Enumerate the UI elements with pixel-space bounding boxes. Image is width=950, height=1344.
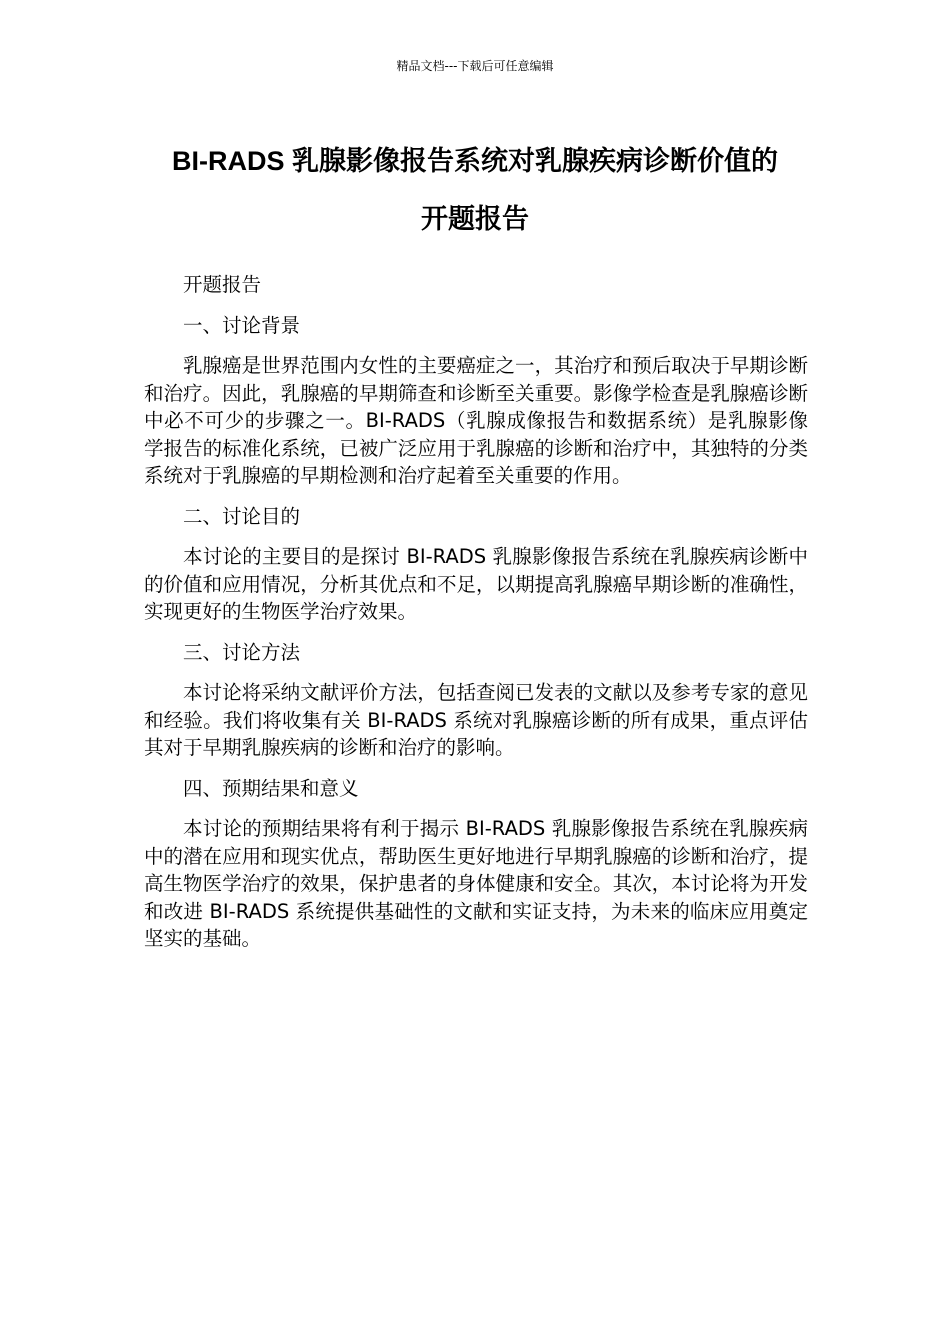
section-heading-purpose: 二、讨论目的 xyxy=(183,504,301,528)
document-title xyxy=(100,132,850,248)
section-body-purpose: 本讨论的主要目的是探讨 BI-RADS 乳腺影像报告系统在乳腺疾病诊断中的价值和应用情况，分析其优点和不足，以期提高乳腺癌早期诊断的准确性，实现更好的生物医学治疗效果。 xyxy=(144,545,808,623)
document-title-line-1: BI-RADS 乳腺影像报告系统对乳腺疾病诊断价值的 xyxy=(172,146,778,176)
section-heading-expected-results: 四、预期结果和意义 xyxy=(183,776,359,800)
section-body-background: 乳腺癌是世界范围内女性的主要癌症之一，其治疗和预后取决于早期诊断和治疗。因此，乳腺癌的早期筛查和诊断至关重要。影像学检查是乳腺癌诊断中必不可少的步骤之一。BI-RADS（乳腺成像报告和数据系统）是乳腺影像学报告的标准化系统，已被广泛应用于乳腺癌的诊断和治疗中，其独特的分类系统对于乳腺癌的早期检测和治疗起着至关重要的作用。 xyxy=(144,354,808,487)
section-body-method: 本讨论将采纳文献评价方法，包括查阅已发表的文献以及参考专家的意见和经验。我们将收集有关 BI-RADS 系统对乳腺癌诊断的所有成果，重点评估其对于早期乳腺疾病的诊断和治疗的影响。 xyxy=(144,681,808,759)
section-body-expected-results: 本讨论的预期结果将有利于揭示 BI-RADS 乳腺影像报告系统在乳腺疾病中的潜在应用和现实优点，帮助医生更好地进行早期乳腺癌的诊断和治疗，提高生物医学治疗的效果，保护患者的身体健康和安全。其次，本讨论将为开发和改进 BI-RADS 系统提供基础性的文献和实证支持，为未来的临床应用奠定坚实的基础。 xyxy=(144,817,808,950)
section-heading-background: 一、讨论背景 xyxy=(183,313,301,337)
document-body xyxy=(144,271,808,966)
section-heading-method: 三、讨论方法 xyxy=(183,640,301,664)
header-note: 精品文档---下载后可任意编辑 xyxy=(396,59,554,73)
report-label: 开题报告 xyxy=(183,273,262,296)
document-title-line-2: 开题报告 xyxy=(421,204,529,234)
